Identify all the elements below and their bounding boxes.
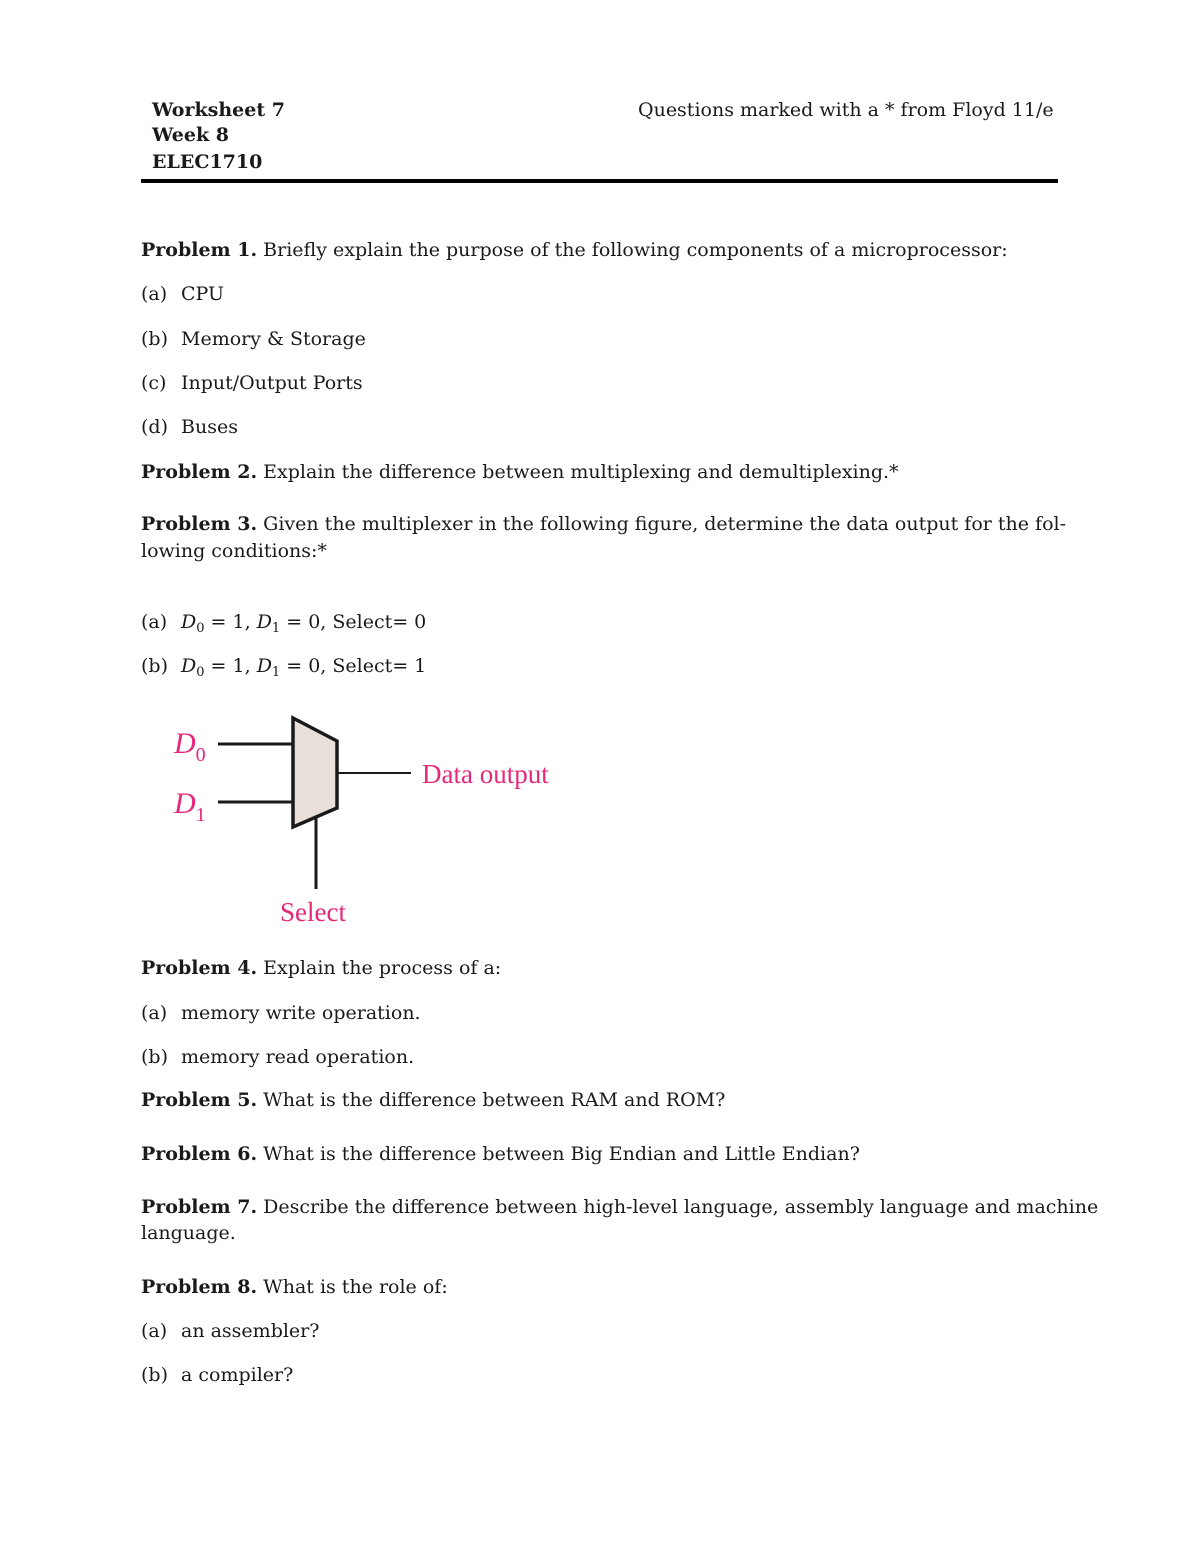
var-d: D	[181, 655, 197, 677]
list-item	[141, 372, 363, 394]
problem-label: Problem 1.	[141, 239, 258, 261]
subscript: 1	[271, 621, 281, 636]
item-text: a compiler?	[181, 1364, 294, 1386]
item-text: CPU	[181, 283, 225, 305]
item-text: memory write operation.	[181, 1002, 421, 1024]
problem-text: What is the difference between Big Endian and Little Endian?	[263, 1143, 860, 1165]
select-label: Select	[280, 897, 346, 927]
subscript: 1	[271, 665, 281, 680]
problem-text: What is the role of:	[263, 1276, 448, 1298]
problem-3-line2: lowing conditions:*	[141, 540, 327, 562]
item-label: (a)	[141, 1002, 168, 1024]
item-label: (d)	[141, 416, 168, 438]
worksheet-title: Worksheet 7	[152, 99, 285, 121]
item-label: (b)	[141, 655, 168, 677]
list-item	[141, 655, 426, 680]
d0-label: $D_0$	[174, 727, 206, 766]
problem-label: Problem 7.	[141, 1196, 258, 1218]
value-text: = 0, Select= 0	[280, 611, 427, 633]
list-item	[141, 611, 426, 636]
header-rule	[141, 179, 1058, 183]
problem-label: Problem 4.	[141, 957, 258, 979]
multiplexer-figure	[160, 705, 590, 940]
problem-text: Explain the difference between multiplexing and demultiplexing.*	[263, 461, 899, 483]
list-item	[141, 283, 224, 305]
problem-text: Explain the process of a:	[263, 957, 502, 979]
item-label: (b)	[141, 1046, 168, 1068]
value-text: = 1,	[204, 611, 257, 633]
var-d: D	[256, 655, 272, 677]
problem-text: Briefly explain the purpose of the following components of a microprocessor:	[263, 239, 1008, 261]
item-text: an assembler?	[181, 1320, 320, 1342]
subscript: 0	[196, 621, 205, 636]
problem-5	[141, 1089, 725, 1111]
problem-2	[141, 461, 899, 483]
var-d: D	[256, 611, 272, 633]
subscript: 0	[196, 665, 205, 680]
problem-7	[141, 1196, 1098, 1218]
list-item	[141, 1320, 319, 1342]
item-label: (a)	[141, 1320, 168, 1342]
list-item	[141, 328, 366, 350]
d1-label: $D_1$	[174, 787, 206, 826]
data-output-label: Data output	[422, 759, 549, 789]
list-item	[141, 1364, 293, 1386]
problem-label: Problem 2.	[141, 461, 258, 483]
problem-label: Problem 6.	[141, 1143, 258, 1165]
item-text: Buses	[181, 416, 238, 438]
item-label: (b)	[141, 328, 168, 350]
item-text: memory read operation.	[181, 1046, 415, 1068]
problem-text-line1: Describe the difference between high-level language, assembly language and machine	[263, 1196, 1099, 1218]
problem-text: What is the difference between RAM and ROM?	[263, 1089, 726, 1111]
item-label: (b)	[141, 1364, 168, 1386]
item-label: (c)	[141, 372, 167, 394]
value-text: = 1,	[204, 655, 257, 677]
course-code: ELEC1710	[152, 151, 263, 173]
problem-1	[141, 239, 1008, 261]
source-note: Questions marked with a * from Floyd 11/e	[638, 99, 1054, 121]
problem-4	[141, 957, 501, 979]
week-label: Week 8	[152, 124, 229, 146]
problem-label: Problem 8.	[141, 1276, 258, 1298]
item-text: Input/Output Ports	[181, 372, 363, 394]
problem-7-line2: language.	[141, 1222, 236, 1244]
problem-3	[141, 513, 1066, 535]
list-item	[141, 1002, 421, 1024]
item-text: Memory & Storage	[181, 328, 366, 350]
problem-6	[141, 1143, 860, 1165]
problem-label: Problem 5.	[141, 1089, 258, 1111]
problem-text-line1: Given the multiplexer in the following figure, determine the data output for the fol-	[263, 513, 1067, 535]
item-label: (a)	[141, 611, 168, 633]
var-d: D	[181, 611, 197, 633]
mux-body	[293, 718, 337, 827]
item-label: (a)	[141, 283, 168, 305]
problem-8	[141, 1276, 448, 1298]
value-text: = 0, Select= 1	[280, 655, 427, 677]
problem-label: Problem 3.	[141, 513, 258, 535]
list-item	[141, 1046, 414, 1068]
list-item	[141, 416, 238, 438]
